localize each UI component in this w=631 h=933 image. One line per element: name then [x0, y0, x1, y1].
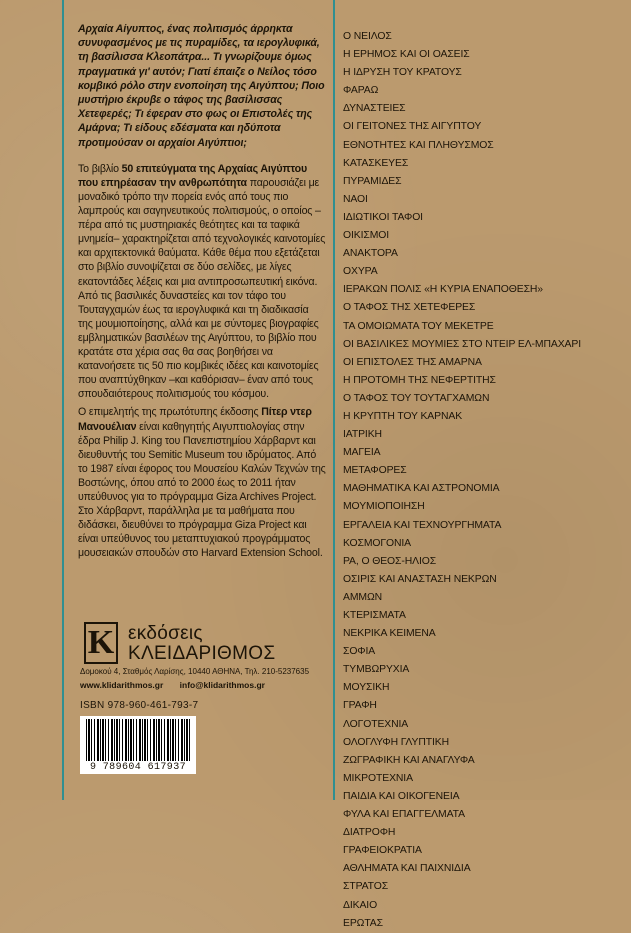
toc-item: ΟΙ ΓΕΙΤΟΝΕΣ ΤΗΣ ΑΙΓΥΠΤΟΥ	[343, 121, 482, 133]
toc-item: ΝΑΟΙ	[343, 193, 368, 205]
barcode	[80, 716, 196, 774]
toc-item: ΔΥΝΑΣΤΕΙΕΣ	[343, 103, 406, 115]
toc-item: ΜΙΚΡΟΤΕΧΝΙΑ	[343, 772, 413, 784]
toc-item: ΕΡΩΤΑΣ	[343, 917, 383, 929]
toc-item: ΙΔΙΩΤΙΚΟΙ ΤΑΦΟΙ	[343, 211, 423, 223]
toc-item: ΜΟΥΣΙΚΗ	[343, 682, 390, 694]
toc-item: ΚΑΤΑΣΚΕΥΕΣ	[343, 157, 409, 169]
toc-item: ΜΑΘΗΜΑΤΙΚΑ ΚΑΙ ΑΣΤΡΟΝΟΜΙΑ	[343, 483, 500, 495]
toc-item: ΟΧΥΡΑ	[343, 266, 378, 278]
toc-item: ΦΑΡΑΩ	[343, 85, 379, 97]
publisher-name-line2: ΚΛΕΙΔΑΡΙΘΜΟΣ	[128, 643, 276, 664]
toc-item: ΖΩΓΡΑΦΙΚΗ ΚΑΙ ΑΝΑΓΛΥΦΑ	[343, 754, 475, 766]
book-title-bold: 50 επιτεύγματα της Αρχαίας Αιγύπτου που επηρέασαν την ανθρωπότητα	[78, 162, 307, 189]
toc-item: ΝΕΚΡΙΚΑ ΚΕΙΜΕΝΑ	[343, 628, 436, 640]
toc-item: ΙΕΡΑΚΩΝ ΠΟΛΙΣ «Η ΚΥΡΙΑ ΕΝΑΠΟΘΕΣΗ»	[343, 284, 543, 296]
toc-item: ΓΡΑΦΗ	[343, 700, 377, 712]
barcode-number: 9 789604 617937	[89, 762, 186, 773]
barcode-bars	[86, 719, 190, 761]
toc-item: ΣΟΦΙΑ	[343, 646, 376, 658]
center-teal-rule	[333, 0, 335, 800]
toc-item: ΕΡΓΑΛΕΙΑ ΚΑΙ ΤΕΧΝΟΥΡΓΗΜΑΤΑ	[343, 519, 502, 531]
toc-item: ΕΘΝΟΤΗΤΕΣ ΚΑΙ ΠΛΗΘΥΣΜΟΣ	[343, 139, 494, 151]
editor-bio-paragraph	[78, 405, 326, 560]
toc-item: ΤΑ ΟΜΟΙΩΜΑΤΑ ΤΟΥ ΜΕΚΕΤΡΕ	[343, 320, 494, 332]
toc-item: Η ΚΡΥΠΤΗ ΤΟΥ ΚΑΡΝΑΚ	[343, 410, 463, 422]
toc-item: ΤΥΜΒΩΡΥΧΙΑ	[343, 664, 410, 676]
description-paragraph	[78, 162, 326, 402]
toc-item: ΣΤΡΑΤΟΣ	[343, 881, 389, 893]
toc-item: ΚΤΕΡΙΣΜΑΤΑ	[343, 610, 406, 621]
toc-item: ΔΙΚΑΙΟ	[343, 899, 378, 911]
isbn-label: ISBN 978-960-461-793-7	[80, 700, 199, 711]
toc-item: Ο ΤΑΦΟΣ ΤΗΣ ΧΕΤΕΦΕΡΕΣ	[343, 302, 476, 314]
toc-item: ΑΘΛΗΜΑΤΑ ΚΑΙ ΠΑΙΧΝΙΔΙΑ	[343, 863, 471, 875]
publisher-email-link[interactable]: info@klidarithmos.gr	[179, 680, 265, 690]
description-text-start: Το βιβλίο	[78, 162, 122, 175]
toc-item: ΔΙΑΤΡΟΦΗ	[343, 827, 396, 839]
toc-item: ΟΙΚΙΣΜΟΙ	[343, 230, 390, 242]
publisher-name-line1: εκδόσεις	[128, 623, 203, 644]
left-teal-rule	[62, 0, 64, 800]
toc-item: ΟΛΟΓΛΥΦΗ ΓΛΥΠΤΙΚΗ	[343, 736, 450, 748]
toc-item: ΟΣΙΡΙΣ ΚΑΙ ΑΝΑΣΤΑΣΗ ΝΕΚΡΩΝ	[343, 573, 497, 585]
toc-item: ΦΥΛΑ ΚΑΙ ΕΠΑΓΓΕΛΜΑΤΑ	[343, 809, 465, 821]
toc-item: ΑΝΑΚΤΟΡΑ	[343, 248, 398, 260]
publisher-website-link[interactable]: www.klidarithmos.gr	[80, 680, 164, 690]
toc-item: Ο ΝΕΙΛΟΣ	[343, 31, 392, 42]
description-text-rest: παρουσιάζει με μοναδικό τρόπο την πορεία ενός από τους πιο λαμπρούς και σαγηνευτικούς πολιτισμούς, ο οποίος –πέρα από τις μυστηριακές θεότητες και τα ταφικά μνημεία– χαρακτηρίζεται από τεχνολογικές καινοτομίες και αρχιτεκτονικά θαύματα. Κάθε θέμα που εξετάζεται στο βιβλίο συνοψίζεται σε δύο σελίδες, με λίγες εκατοντάδες λέξεις και μια αντιπροσωπευτική εικόνα. Από τις βασιλικές δυναστείες και τον τάφο του Τουταγχαμών έως τα ιερογλυφικά και τη διαδικασία της μουμιοποίησης, αλλά και με σύντομες βιογραφίες εμβληματικών βασιλέων της Αιγύπτου, το βιβλίο που κρατάτε στα χέρια σας θα σας βοηθήσει να κατανοήσετε τις 50 πιο κομβικές ιδέες και καινοτομίες που αναπτύχθηκαν –και καθόρισαν– έναν από τους σπουδαιότερους πολιτισμούς του κόσμου.	[78, 176, 326, 401]
toc-item: Η ΕΡΗΜΟΣ ΚΑΙ ΟΙ ΟΑΣΕΙΣ	[343, 49, 470, 61]
editor-name-bold: Πίτερ ντερ Μανουέλιαν	[78, 406, 312, 433]
toc-item: Η ΠΡΟΤΟΜΗ ΤΗΣ ΝΕΦΕΡΤΙΤΗΣ	[343, 374, 496, 386]
toc-item: Ο ΤΑΦΟΣ ΤΟΥ ΤΟΥΤΑΓΧΑΜΩΝ	[343, 392, 490, 404]
toc-item: ΜΕΤΑΦΟΡΕΣ	[343, 465, 407, 477]
bio-text-start: Ο επιμελητής της πρωτότυπης έκδοσης	[78, 406, 262, 419]
table-of-contents	[343, 28, 628, 933]
intro-paragraph: Αρχαία Αίγυπτος, ένας πολιτισμός άρρηκτα συνυφασμένος με τις πυραμίδες, τα ιερογλυφικά, τη βασίλισσα Κλεοπάτρα... Τι γνωρίζουμε όμως πραγματικά γι' αυτόν; Γιατί έπαιζε ο Νείλος τόσο κομβικό ρόλο στην ενοποίηση της Αιγύπτου; Ποιο μυστήριο έκρυβε ο τάφος της βασίλισσας Χετεφερές; Τι έφεραν στο φως οι Επιστολές της Αμάρνα; Τι είδους εδέσματα και ηδύποτα προτιμούσαν οι αρχαίοι Αιγύπτιοι;	[78, 23, 325, 149]
toc-item: ΠΥΡΑΜΙΔΕΣ	[343, 175, 402, 187]
toc-item: Η ΙΔΡΥΣΗ ΤΟΥ ΚΡΑΤΟΥΣ	[343, 67, 462, 79]
toc-item: ΚΟΣΜΟΓΟΝΙΑ	[343, 537, 411, 549]
toc-item: ΟΙ ΒΑΣΙΛΙΚΕΣ ΜΟΥΜΙΕΣ ΣΤΟ ΝΤΕΙΡ ΕΛ-ΜΠΑΧΑΡΙ	[343, 338, 581, 350]
publisher-contacts	[80, 680, 279, 690]
toc-item: ΠΑΙΔΙΑ ΚΑΙ ΟΙΚΟΓΕΝΕΙΑ	[343, 790, 460, 802]
toc-item: ΜΑΓΕΙΑ	[343, 447, 381, 459]
toc-item: ΡΑ, Ο ΘΕΟΣ-ΗΛΙΟΣ	[343, 555, 437, 567]
toc-item: ΛΟΓΟΤΕΧΝΙΑ	[343, 718, 409, 730]
toc-item: ΑΜΜΩΝ	[343, 591, 383, 603]
toc-item: ΟΙ ΕΠΙΣΤΟΛΕΣ ΤΗΣ ΑΜΑΡΝΑ	[343, 356, 482, 368]
bio-text-rest: είναι καθηγητής Αιγυπτιολογίας στην έδρα Philip J. King του Πανεπιστημίου Χάρβαρντ και διευθυντής του Semitic Museum του ιδρύματος. Από το 1987 είναι έφορος του Μουσείου Καλών Τεχνών της Βοστώνης, όπου από το 2000 έως το 2011 ήταν υπεύθυνος για το πρόγραμμα Giza Archives Project. Στο Χάρβαρντ, παράλληλα με τα μαθήματα που διδάσκει, διευθύνει το πρόγραμμα Giza Project και είναι υπεύθυνος του μεταπτυχιακού προγράμματος μουσειακών σπουδών στο Harvard Extension School.	[78, 420, 326, 560]
toc-item: ΙΑΤΡΙΚΗ	[343, 429, 382, 441]
toc-item: ΜΟΥΜΙΟΠΟΙΗΣΗ	[343, 501, 425, 513]
publisher-logo	[78, 622, 328, 668]
back-cover-text	[78, 22, 326, 564]
publisher-address: Δομοκού 4, Σταθμός Λαρίσης, 10440 ΑΘΗΝΑ, Τηλ. 210-5237635	[80, 667, 310, 676]
publisher-logo-mark: K	[84, 622, 118, 664]
toc-item: ΓΡΑΦΕΙΟΚΡΑΤΙΑ	[343, 845, 422, 857]
